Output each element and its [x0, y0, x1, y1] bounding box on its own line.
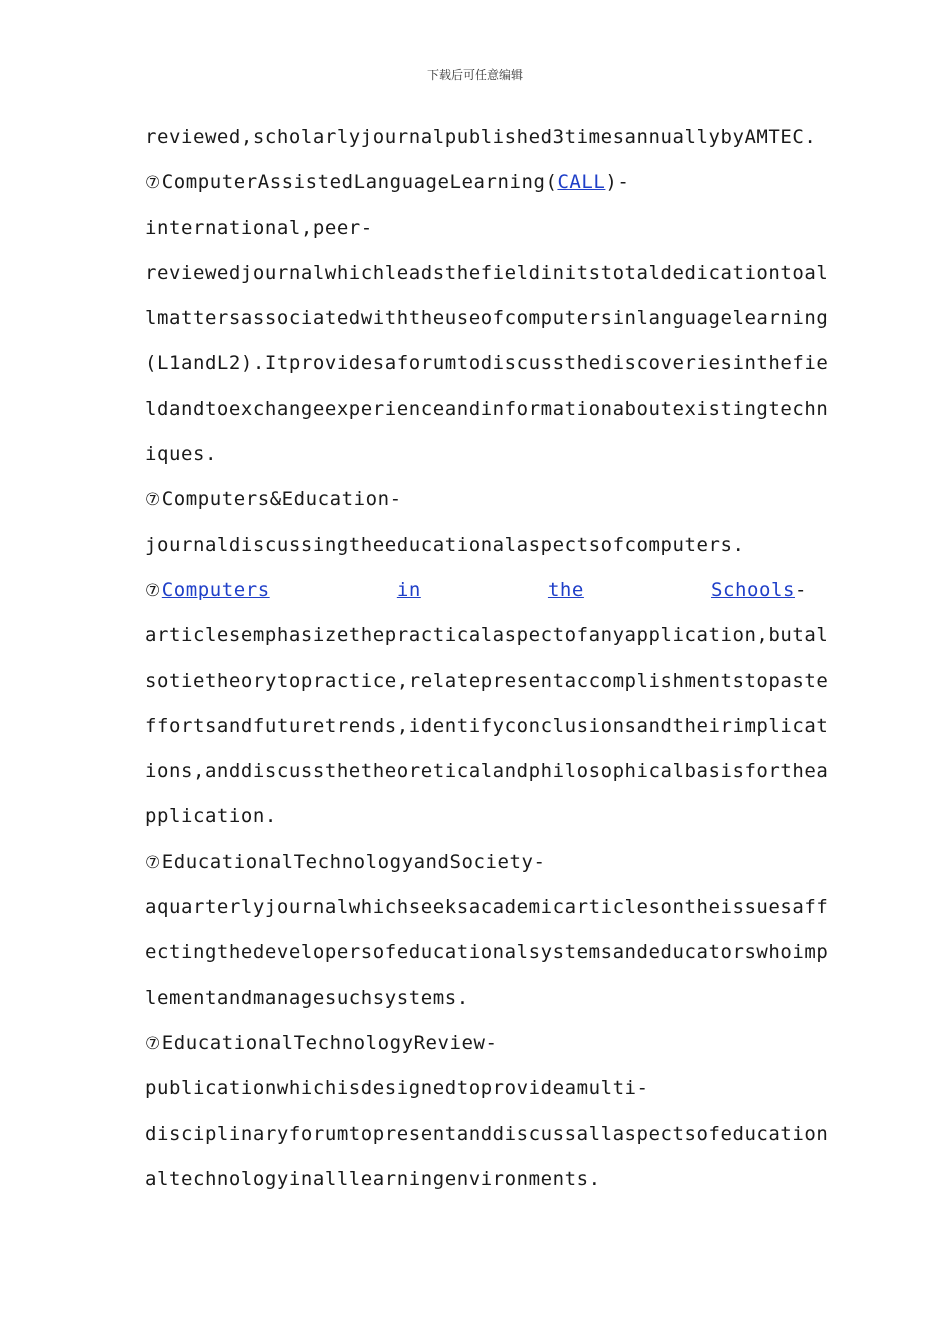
text-line: ions,anddiscussthetheoreticalandphilosophicalbasisforthea: [145, 760, 829, 783]
computers-in-schools-link-word[interactable]: Schools: [711, 578, 795, 601]
text-line: pplication.: [145, 805, 277, 828]
text-line: publicationwhichisdesignedtoprovideamulti-: [145, 1077, 649, 1100]
text-line: ectingthedevelopersofeducationalsystemsandeducatorswhoimp: [145, 941, 829, 964]
text-line: altechnologyinalllearningenvironments.: [145, 1167, 601, 1190]
item-title: EducationalTechnologyandSociety-: [161, 850, 546, 873]
bullet-icon: ⑦: [145, 1033, 161, 1054]
bullet-icon: ⑦: [145, 490, 161, 511]
text-line: (L1andL2).Itprovidesaforumtodiscussthediscoveriesinthefie: [145, 352, 829, 375]
item-title: Computers&Education-: [161, 488, 402, 511]
computers-in-schools-link-word[interactable]: in: [396, 578, 421, 601]
text-line: iques.: [145, 443, 217, 466]
item-title: ComputerAssistedLanguageLearning(: [161, 171, 558, 194]
text-line: disciplinaryforumtopresentanddiscussallaspectsofeducation: [145, 1122, 829, 1145]
list-item-ets: [145, 843, 805, 888]
text-line: articlesemphasizethepracticalaspectofanyapplication,butal: [145, 624, 829, 647]
list-item-etr: [145, 1024, 805, 1069]
item-dash: -: [794, 578, 807, 601]
computers-in-schools-link-word[interactable]: the: [547, 578, 584, 601]
text-line: journaldiscussingtheeducationalaspectsofcomputers.: [145, 533, 745, 556]
text-line: international,peer-: [145, 216, 373, 239]
text-line: ffortsandfuturetrends,identifyconclusionsandtheirimplicat: [145, 714, 829, 737]
list-item-call: [145, 163, 805, 208]
bullet-icon: ⑦: [145, 580, 161, 601]
text-line: reviewed,scholarlyjournalpublished3timesannuallybyAMTEC.: [145, 126, 817, 148]
text-line: aquarterlyjournalwhichseeksacademicarticlesontheissuesaff: [145, 896, 829, 919]
item-title: EducationalTechnologyReview-: [161, 1031, 498, 1054]
text-line: lmattersassociatedwiththeuseofcomputersinlanguagelearning: [145, 307, 829, 330]
call-link[interactable]: CALL: [557, 171, 606, 194]
list-item-computers-education: [145, 480, 805, 525]
list-item-computers-in-schools: [145, 571, 807, 616]
bullet-icon: ⑦: [145, 852, 161, 873]
text-line: reviewedjournalwhichleadsthefieldinitstotaldedicationtoal: [145, 261, 829, 284]
text-line: lementandmanagesuchsystems.: [145, 986, 469, 1009]
document-body: [145, 118, 829, 1205]
text-line: ldandtoexchangeexperienceandinformationaboutexistingtechn: [145, 397, 829, 420]
computers-in-schools-link-word[interactable]: Computers: [161, 578, 270, 601]
text-line: sotietheorytopractice,relatepresentaccomplishmentstopaste: [145, 669, 829, 692]
page-header: 下载后可任意编辑: [426, 68, 523, 82]
item-dash: )-: [605, 171, 630, 194]
bullet-icon: ⑦: [145, 173, 161, 194]
